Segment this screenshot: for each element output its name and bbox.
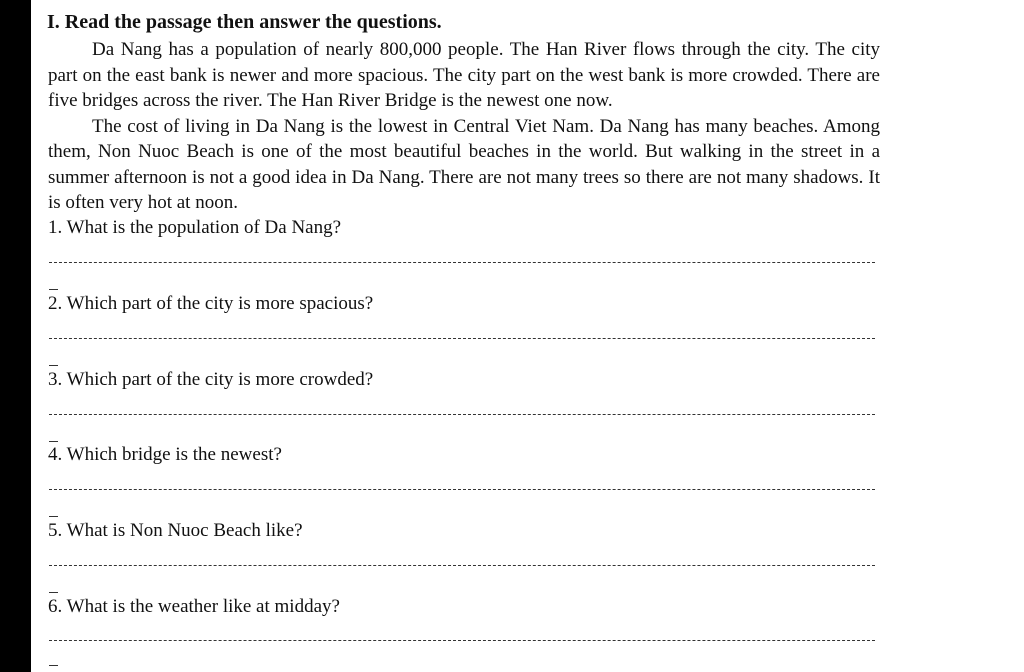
question-4: 4. Which bridge is the newest? bbox=[48, 444, 282, 465]
overbar-mark-2 bbox=[49, 289, 58, 290]
answer-line-3[interactable] bbox=[49, 414, 875, 415]
left-black-border bbox=[0, 0, 31, 672]
passage-paragraph-1: Da Nang has a population of nearly 800,000 people. The Han River flows through the city. The city part on the east bank is newer and more spacious. The city part on the west bank is more crowded. There are five bridges across the river. The Han River Bridge is the newest one now. bbox=[48, 39, 880, 111]
overbar-mark-6 bbox=[49, 592, 58, 593]
reading-passage bbox=[48, 37, 880, 216]
overbar-mark-7 bbox=[49, 665, 58, 666]
passage-paragraph-2: The cost of living in Da Nang is the lowest in Central Viet Nam. Da Nang has many beaches. Among them, Non Nuoc Beach is one of the most beautiful beaches in the world. But walking in the street in a summer afternoon is not a good idea in Da Nang. There are not many trees so there are not many shadows. It is often very hot at noon. bbox=[48, 115, 880, 213]
overbar-mark-3 bbox=[49, 365, 58, 366]
question-5: 5. What is Non Nuoc Beach like? bbox=[48, 520, 303, 541]
answer-line-5[interactable] bbox=[49, 565, 875, 566]
question-2: 2. Which part of the city is more spacious? bbox=[48, 293, 374, 314]
overbar-mark-4 bbox=[49, 441, 58, 442]
question-1: 1. What is the population of Da Nang? bbox=[48, 217, 342, 238]
question-3: 3. Which part of the city is more crowded? bbox=[48, 369, 374, 390]
answer-line-2[interactable] bbox=[49, 338, 875, 339]
section-heading: I. Read the passage then answer the questions. bbox=[47, 11, 442, 33]
answer-line-6[interactable] bbox=[49, 640, 875, 641]
answer-line-1[interactable] bbox=[49, 262, 875, 263]
question-6: 6. What is the weather like at midday? bbox=[48, 596, 340, 617]
answer-line-4[interactable] bbox=[49, 489, 875, 490]
worksheet-page bbox=[31, 0, 1024, 672]
overbar-mark-5 bbox=[49, 516, 58, 517]
